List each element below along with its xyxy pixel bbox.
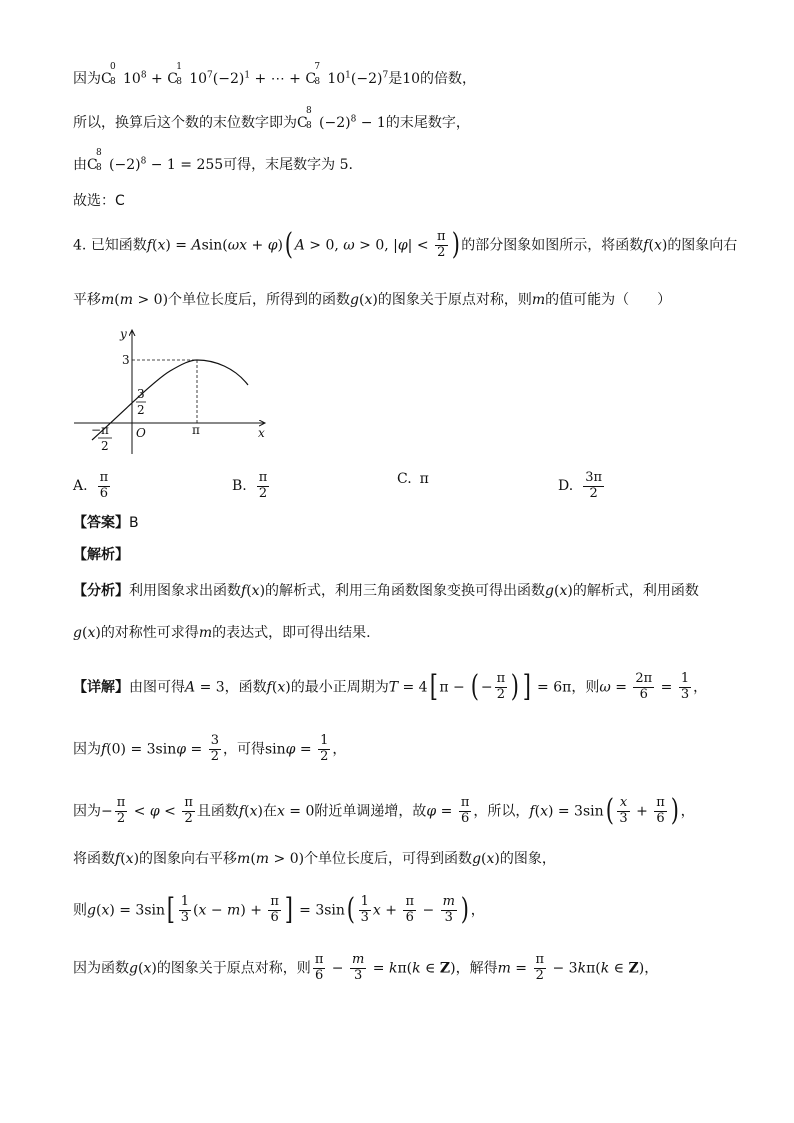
detail-line-3: 因为− $\frac{\pi}{2}$ < φ < $\frac{\pi}{2}$ 且函数f(x)在x = 0附近单调递增，故φ = $\frac{\pi}{6}$ ，所以，f(x) = 3sin( $\frac{x}{3}$ + $\frac{\pi}{6}$ ) ， — [73, 793, 695, 829]
text: 因为 — [73, 71, 101, 87]
solution-line-2: 所以，换算后这个数的末位数字即为C 8 8 $(-2)^8 - 1$的末尾数字， — [73, 106, 470, 131]
detail-line-1: 【详解】由图可得A = 3，函数f(x)的最小正周期为T = 4[ π − ( − $\frac{\pi}{2}$ ) ] = 6π，则ω = $\frac{2\pi}{6}$ = $\frac{1}{3}$ ， — [73, 669, 708, 705]
x-axis-label: x — [258, 426, 265, 440]
detail-line-6: 因为函数g(x)的图象关于原点对称，则 $\frac{\pi}{6}$ − $\frac{m}{3}$ = kπ(k ∈ Z)，解得m = $\frac{\pi}{2}$ − 3kπ(k ∈ Z)， — [73, 952, 659, 983]
fenxi-line-2: g(x)的对称性可求得m的表达式，即可得出结果. — [73, 625, 371, 641]
x-left-num: −π — [91, 423, 109, 437]
binomial-term: C 0 8 — [101, 62, 116, 87]
answer-line: 【答案】B — [73, 515, 139, 531]
option-d[interactable]: D. $\frac{3\pi}{2}$ — [558, 470, 603, 501]
y-half-den: 2 — [137, 403, 145, 417]
option-a[interactable]: A. $\frac{\pi}{6}$ — [73, 470, 109, 501]
sine-curve — [92, 360, 248, 440]
option-c[interactable]: C. π — [397, 471, 429, 487]
detail-line-5: 则g(x) = 3sin[ $\frac{1}{3}$ (x − m) + $\frac{\pi}{6}$ ] = 3sin( $\frac{1}{3}$ x + $\frac{\pi}{6}$ − $\frac{m}{3}$ ) ， — [73, 892, 485, 928]
solution-line-3: 由C 8 8 $(-2)^8 - 1 = 255$可得，末尾数字为 5. — [73, 148, 353, 173]
question-stem-line-1: 4. 已知函数f(x) = Asin(ωx + φ)( A > 0, ω > 0, |φ| < $\frac{\pi}{2}$ ) 的部分图象如图所示，将函数f(x)的图象向右 — [73, 227, 738, 263]
solution-line-1: 因为C 0 8 $10^8 + C$ 1 8 $10^7(-2)^1$ + ⋯ + C 7 8 $10^1(-2)^7$是10的倍数， — [73, 62, 477, 87]
detail-line-4: 将函数f(x)的图象向右平移m(m > 0)个单位长度后，可得到函数g(x)的图象， — [73, 851, 556, 867]
y-max-label: 3 — [122, 353, 130, 367]
analysis-tag: 【解析】 — [73, 547, 129, 563]
x-peak-label: π — [192, 423, 200, 437]
fenxi-line-1: 【分析】利用图象求出函数f(x)的解析式，利用三角函数图象变换可得出函数g(x)的解析式，利用函数 — [73, 583, 699, 599]
detail-line-2: 因为f(0) = 3sinφ = $\frac{3}{2}$ ，可得sinφ = $\frac{1}{2}$ ， — [73, 733, 347, 764]
x-left-den: 2 — [101, 439, 109, 453]
question-stem-line-2: 平移m(m > 0)个单位长度后，所得到的函数g(x)的图象关于原点对称，则m的值可能为（ ） — [73, 292, 672, 308]
function-graph — [70, 322, 280, 457]
option-b[interactable]: B. $\frac{\pi}{2}$ — [232, 470, 268, 501]
origin-label: O — [136, 426, 146, 440]
y-half-num: 3 — [137, 387, 145, 401]
y-axis-label: y — [120, 327, 127, 341]
choose-line: 故选：C — [73, 193, 125, 209]
